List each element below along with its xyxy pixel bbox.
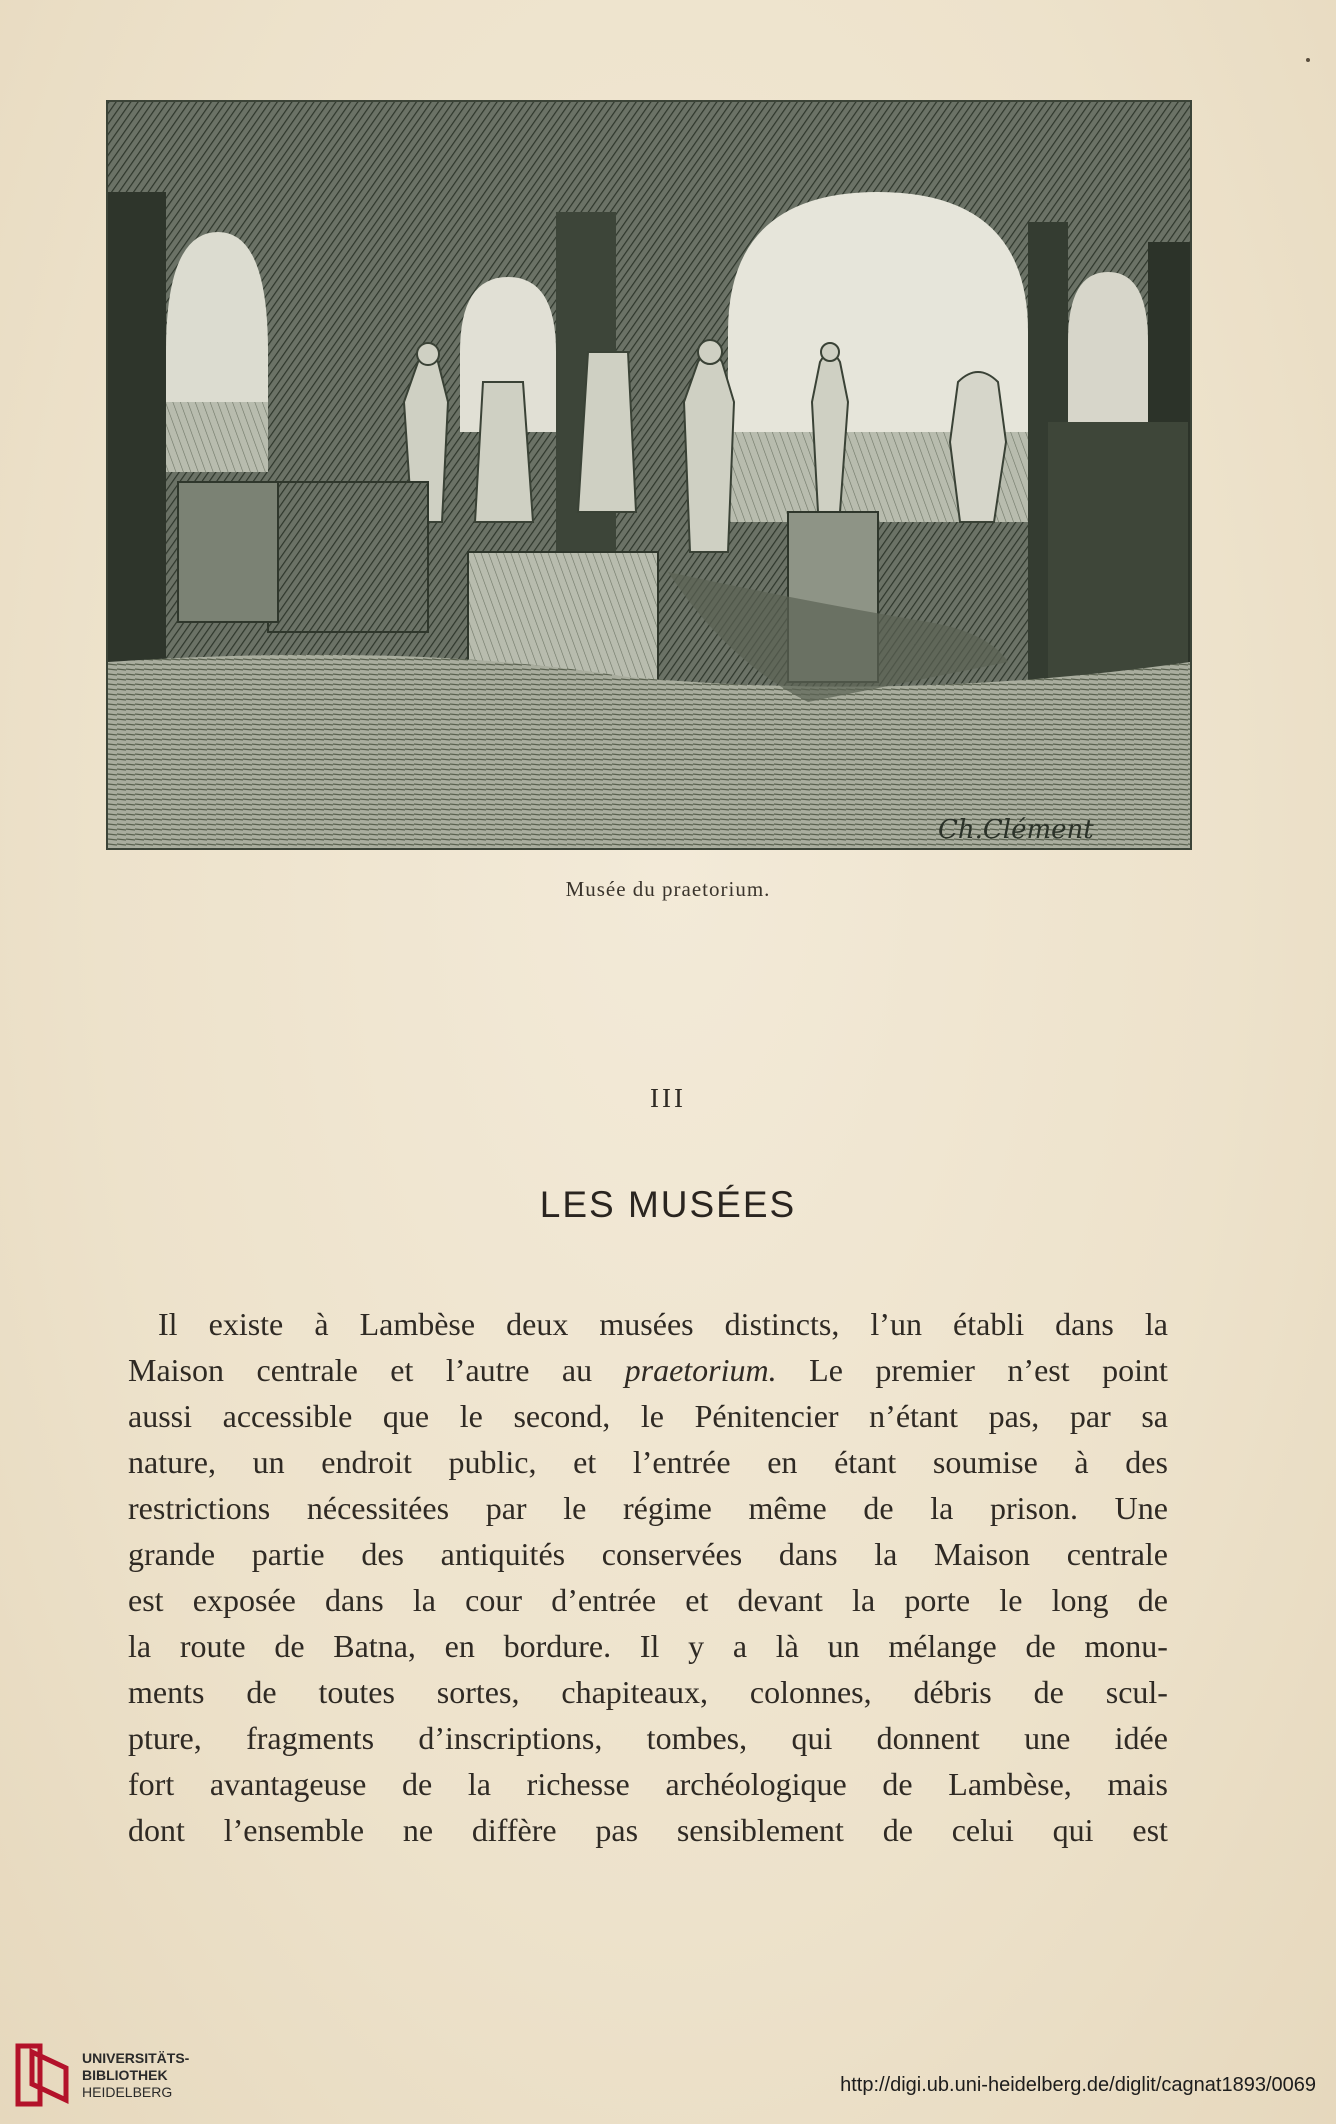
word: partie	[251, 1536, 325, 1572]
word: idée	[1114, 1720, 1168, 1756]
word: la	[852, 1582, 876, 1618]
word: endroit	[321, 1444, 412, 1480]
word: prison.	[990, 1490, 1078, 1526]
word: en	[444, 1628, 475, 1664]
word: régime	[622, 1490, 712, 1526]
word: deux	[506, 1306, 569, 1342]
word: antiquités	[440, 1536, 566, 1572]
word: de	[1025, 1628, 1056, 1664]
word: dont	[128, 1812, 185, 1848]
word: devant	[737, 1582, 823, 1618]
word: des	[1125, 1444, 1168, 1480]
library-name-line-1: UNIVERSITÄTS-	[82, 2049, 190, 2066]
word: long	[1051, 1582, 1109, 1618]
word: exposée	[192, 1582, 296, 1618]
text-line	[128, 1347, 1168, 1393]
word: la	[930, 1490, 954, 1526]
word: n’est	[1007, 1352, 1070, 1388]
word: dans	[1055, 1306, 1114, 1342]
word: par	[485, 1490, 527, 1526]
word: n’étant	[869, 1398, 958, 1434]
text-line	[128, 1393, 1168, 1439]
text-line	[128, 1439, 1168, 1485]
word: pture,	[128, 1720, 202, 1756]
word: l’ensemble	[223, 1812, 365, 1848]
library-name	[82, 2050, 189, 2101]
word: route	[179, 1628, 246, 1664]
text-line	[128, 1807, 1168, 1853]
word: dans	[778, 1536, 838, 1572]
word: et	[573, 1444, 597, 1480]
word: la	[1144, 1306, 1168, 1342]
word: de	[274, 1628, 305, 1664]
word: un	[827, 1628, 860, 1664]
word: porte	[904, 1582, 971, 1618]
word: même	[748, 1490, 827, 1526]
word: à	[1074, 1444, 1089, 1480]
word: que	[382, 1398, 430, 1434]
word: dans	[325, 1582, 384, 1618]
word: archéologique	[665, 1766, 847, 1802]
word: une	[1024, 1720, 1071, 1756]
word: est	[1132, 1812, 1168, 1848]
word: distincts,	[724, 1306, 840, 1342]
chapter-title: LES MUSÉES	[539, 1184, 797, 1225]
word: Lambèse	[359, 1306, 476, 1342]
word: sortes,	[436, 1674, 520, 1710]
text-line	[128, 1301, 1168, 1347]
illustration-engraving	[106, 100, 1192, 850]
word: de	[1137, 1582, 1168, 1618]
word: de	[863, 1490, 894, 1526]
word: Il	[639, 1628, 660, 1664]
word: monu-	[1084, 1628, 1168, 1664]
word: la	[128, 1628, 152, 1664]
word: étant	[834, 1444, 897, 1480]
body-paragraph	[128, 1301, 1168, 1853]
word: Une	[1114, 1490, 1168, 1526]
word: le	[563, 1490, 587, 1526]
word: de	[246, 1674, 277, 1710]
word: à	[314, 1306, 329, 1342]
library-emblem-icon	[14, 2042, 72, 2108]
word: colonnes,	[749, 1674, 872, 1710]
word: bordure.	[503, 1628, 612, 1664]
word: en	[767, 1444, 798, 1480]
text-line	[128, 1531, 1168, 1577]
word: Pénitencier	[694, 1398, 839, 1434]
word: centrale	[256, 1352, 358, 1388]
word: second,	[513, 1398, 611, 1434]
word: débris	[913, 1674, 992, 1710]
word: et	[685, 1582, 709, 1618]
source-url-link[interactable]: http://digi.ub.uni-heidelberg.de/diglit/cagnat1893/0069	[840, 2074, 1316, 2096]
word: richesse	[526, 1766, 630, 1802]
word: pas	[595, 1812, 639, 1848]
text-line	[128, 1715, 1168, 1761]
word: un	[252, 1444, 285, 1480]
word: mélange	[888, 1628, 997, 1664]
word: donnent	[876, 1720, 980, 1756]
word: ments	[128, 1674, 205, 1710]
word: aussi	[128, 1398, 192, 1434]
word: le	[640, 1398, 664, 1434]
word: public,	[448, 1444, 537, 1480]
text-line	[128, 1623, 1168, 1669]
word: Le	[809, 1352, 843, 1388]
word: d’entrée	[551, 1582, 657, 1618]
word: y	[688, 1628, 705, 1664]
word: grande	[128, 1536, 216, 1572]
word: diffère	[471, 1812, 557, 1848]
word: le	[999, 1582, 1023, 1618]
word: Maison	[934, 1536, 1031, 1572]
word: l’entrée	[632, 1444, 731, 1480]
word: Maison	[128, 1352, 224, 1388]
word: conservées	[601, 1536, 743, 1572]
word: au	[561, 1352, 593, 1388]
paper-speck	[1306, 58, 1310, 62]
word: toutes	[318, 1674, 395, 1710]
word: premier	[875, 1352, 975, 1388]
word: celui	[951, 1812, 1014, 1848]
word: scul-	[1105, 1674, 1168, 1710]
word: Batna,	[333, 1628, 416, 1664]
illustration-caption: Musée du praetorium.	[565, 877, 771, 901]
word: établi	[953, 1306, 1025, 1342]
word: pas,	[988, 1398, 1040, 1434]
word: d’inscriptions,	[418, 1720, 603, 1756]
word: accessible	[222, 1398, 353, 1434]
word: de	[401, 1766, 433, 1802]
word: l’autre	[445, 1352, 530, 1388]
word: fort	[128, 1766, 175, 1802]
word: la	[874, 1536, 898, 1572]
word: la	[467, 1766, 491, 1802]
library-name-line-2: BIBLIOTHEK	[82, 2066, 168, 2083]
word: le	[459, 1398, 483, 1434]
word: de	[1033, 1674, 1064, 1710]
word: tombes,	[646, 1720, 748, 1756]
text-line	[128, 1761, 1168, 1807]
text-line	[128, 1669, 1168, 1715]
word: soumise	[932, 1444, 1038, 1480]
text-line	[128, 1577, 1168, 1623]
word: là	[775, 1628, 799, 1664]
word: musées	[599, 1306, 694, 1342]
word: sa	[1141, 1398, 1168, 1434]
library-name-line-3: HEIDELBERG	[82, 2083, 173, 2100]
word: existe	[208, 1306, 284, 1342]
word: avantageuse	[209, 1766, 367, 1802]
chapter-number: III	[650, 1083, 686, 1113]
word: des	[361, 1536, 404, 1572]
word: qui	[1052, 1812, 1094, 1848]
word: nécessitées	[306, 1490, 450, 1526]
word: cour	[465, 1582, 523, 1618]
word: sensiblement	[676, 1812, 844, 1848]
word: praetorium.	[624, 1352, 777, 1388]
word: et	[390, 1352, 414, 1388]
text-line	[128, 1485, 1168, 1531]
library-logo[interactable]	[14, 2040, 189, 2110]
engraver-signature: Ch.Clément	[938, 815, 1094, 845]
word: la	[412, 1582, 436, 1618]
word: mais	[1107, 1766, 1168, 1802]
word: a	[732, 1628, 748, 1664]
word: est	[128, 1582, 164, 1618]
word: de	[882, 1766, 913, 1802]
word: qui	[791, 1720, 833, 1756]
word: nature,	[128, 1444, 216, 1480]
word: fragments	[246, 1720, 375, 1756]
word: restrictions	[128, 1490, 271, 1526]
word: Il	[158, 1306, 178, 1342]
word: centrale	[1066, 1536, 1168, 1572]
word: de	[882, 1812, 913, 1848]
word: Lambèse,	[948, 1766, 1072, 1802]
word: par	[1069, 1398, 1111, 1434]
word: chapiteaux,	[561, 1674, 708, 1710]
word: point	[1102, 1352, 1168, 1388]
word: ne	[402, 1812, 434, 1848]
word: l’un	[870, 1306, 922, 1342]
